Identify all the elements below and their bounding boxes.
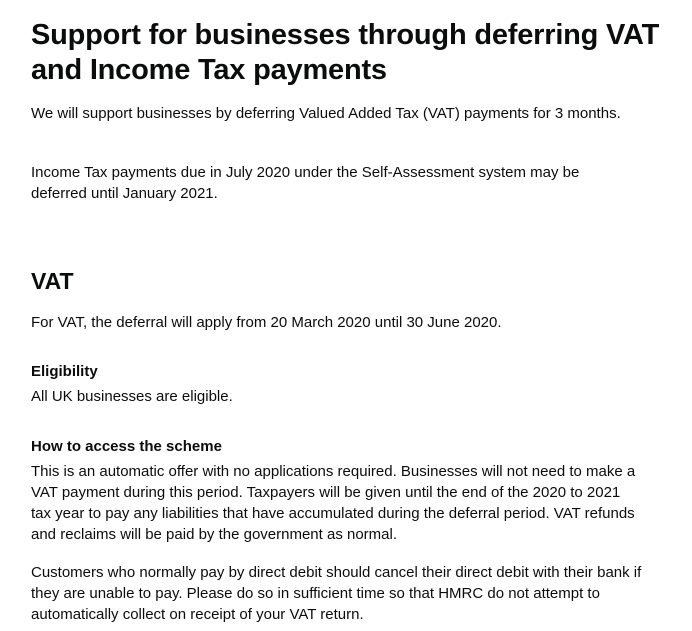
eligibility-heading: Eligibility [31, 363, 98, 380]
intro-paragraph-vat: We will support businesses by deferring Valued Added Tax (VAT) payments for 3 months. [31, 105, 621, 122]
access-scheme-paragraph: This is an automatic offer with no applications required. Businesses will not need to make a VAT payment during this period. Taxpayers will be given until the end of the 2020 to 2021 tax year to pay any liabilities that have accumulated during the deferral period. VAT refunds and reclaims will be paid by the government as normal. [31, 463, 636, 543]
page-title: Support for businesses through deferring VAT and Income Tax payments [31, 19, 660, 86]
section-heading-vat: VAT [31, 268, 74, 294]
vat-deferral-text: For VAT, the deferral will apply from 20 March 2020 until 30 June 2020. [31, 314, 502, 331]
intro-paragraph-income-tax: Income Tax payments due in July 2020 under the Self-Assessment system may be deferred until January 2021. [31, 164, 580, 202]
direct-debit-paragraph: Customers who normally pay by direct debit should cancel their direct debit with their bank if they are unable to pay. Please do so in sufficient time so that HMRC do not attempt to automatically collect on receipt of your VAT return. [31, 564, 642, 623]
access-scheme-heading: How to access the scheme [31, 438, 222, 455]
eligibility-text: All UK businesses are eligible. [31, 388, 233, 405]
